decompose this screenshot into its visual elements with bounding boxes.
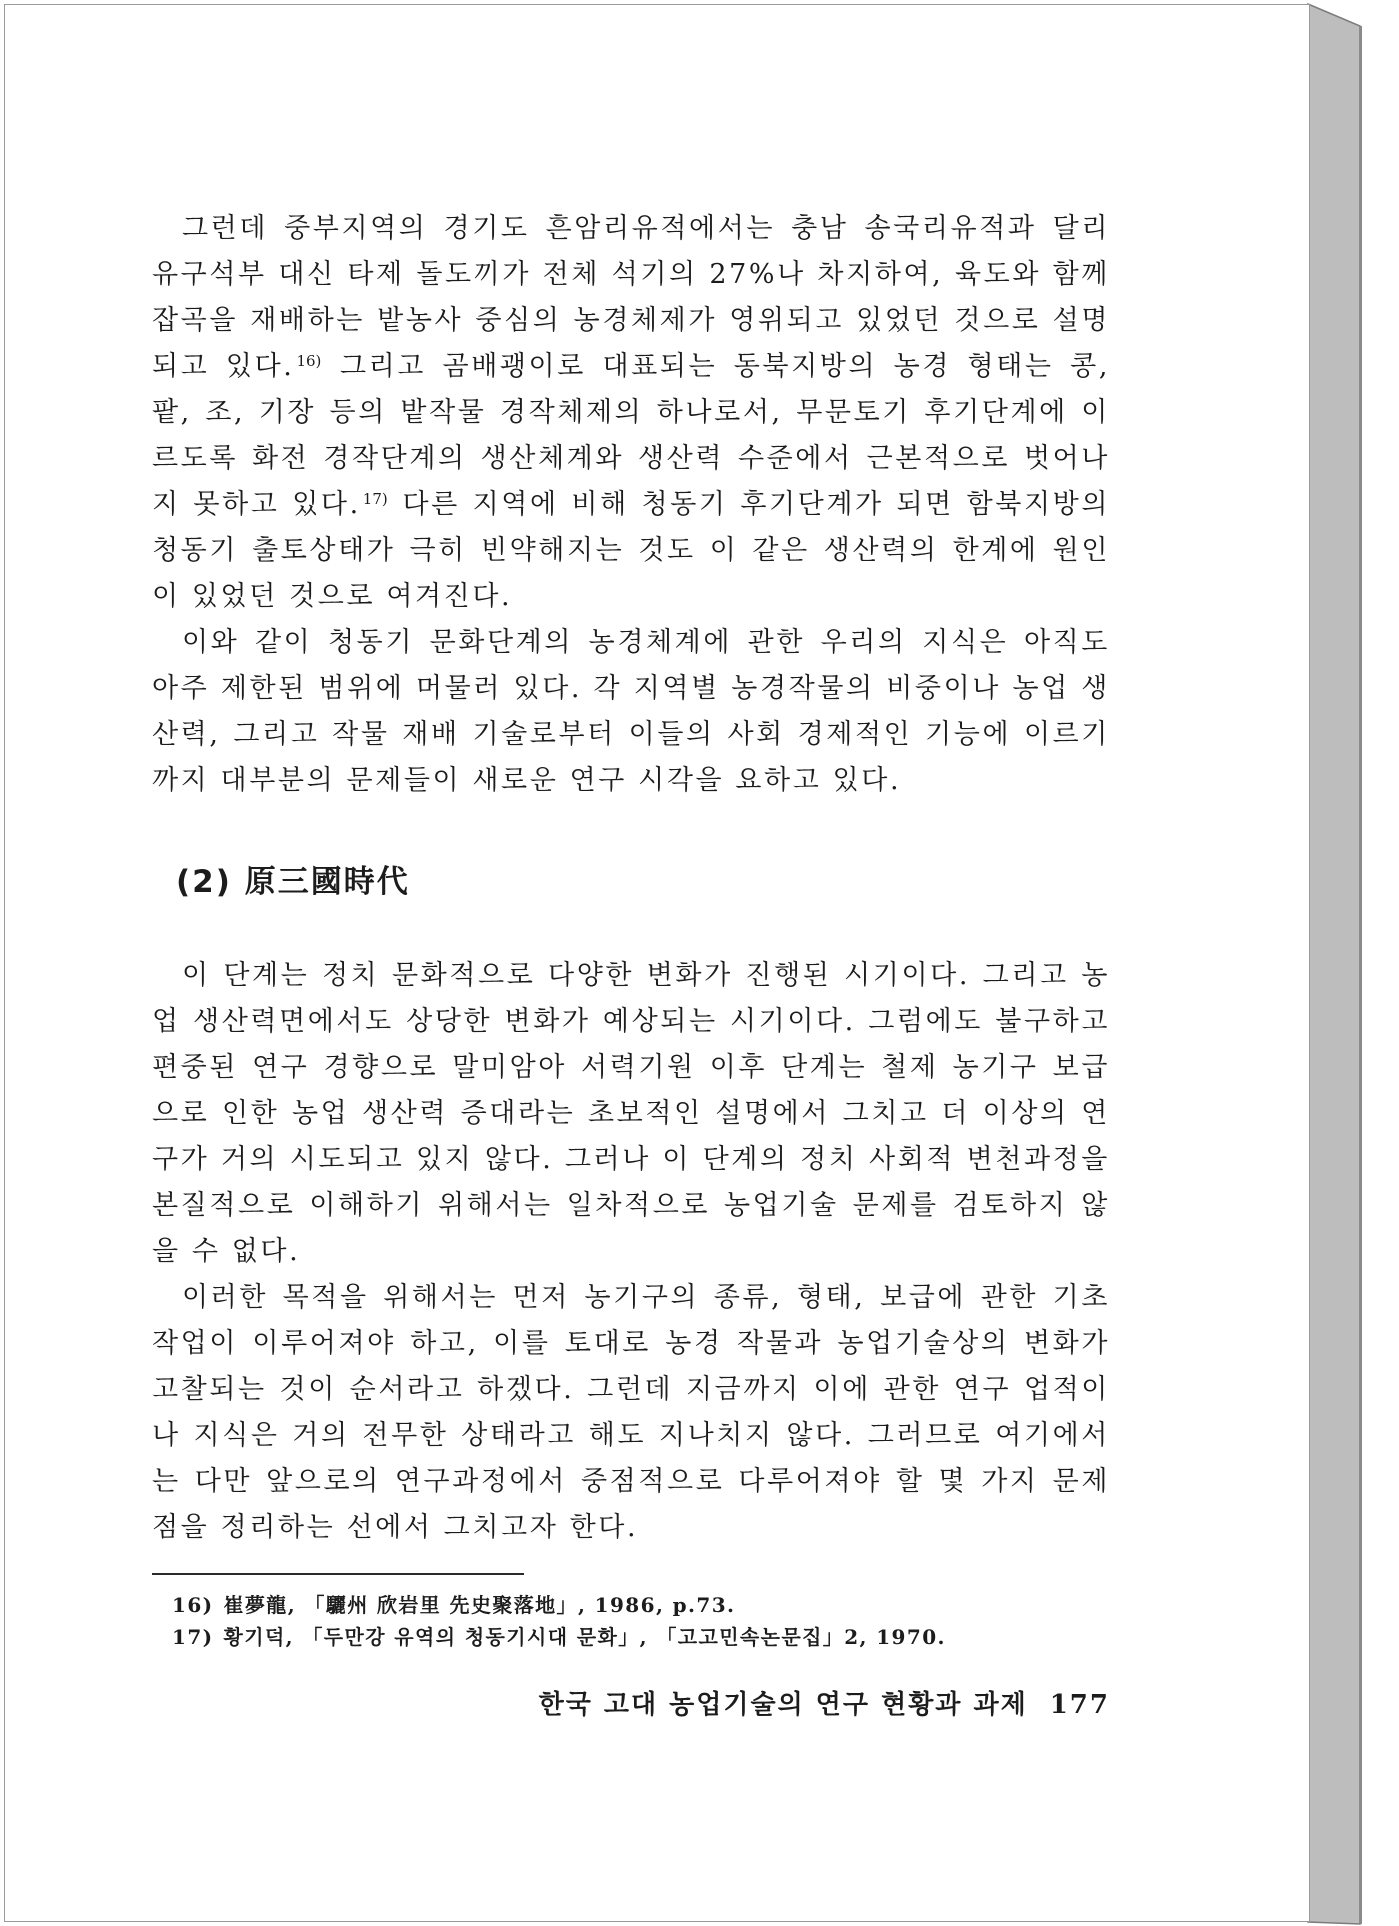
paragraph-text: 이러한 목적을 위해서는 먼저 농기구의 종류, 형태, 보급에 관한 기초 작업이 이루어져야 하고, 이를 토대로 농경 작물과 농업기술상의 변화가 고찰되는 것이 순서라고 하겠다. 그런데 지금까지 이에 관한 연구 업적이나 지식은 거의 전무한 상태라고 해도 지나치지 않다. 그러므로 여기에서는 다만 앞으로의 연구과정에서 중점적으로 다루어져야 할 몇 가지 문제점을 정리하는 선에서 그치고자 한다. <box>152 1282 1110 1543</box>
running-title: 한국 고대 농업기술의 연구 현황과 과제 <box>538 1690 1028 1720</box>
paragraph-text: 그리고 곰배괭이로 대표되는 동북지방의 농경 형태는 콩, 팥, 조, 기장 등의 밭작물 경작체제의 하나로서, 무문토기 후기단계에 이르도록 화전 경작단계의 생산체계와 생산력 수준에서 근본적으로 벗어나지 못하고 있다. <box>152 351 1110 520</box>
paragraph-text: 그런데 중부지역의 경기도 흔암리유적에서는 충남 송국리유적과 달리 유구석부 대신 타제 돌도끼가 전체 석기의 27%나 차지하여, 육도와 함께 잡곡을 재배하는 밭농사 중심의 농경체제가 영위되고 있었던 것으로 설명되고 있다. <box>152 213 1110 382</box>
page-number: 177 <box>1049 1690 1110 1720</box>
page-body <box>152 206 1110 1653</box>
paragraph-text: 이 단계는 정치 문화적으로 다양한 변화가 진행된 시기이다. 그리고 농업 생산력면에서도 상당한 변화가 예상되는 시기이다. 그럼에도 불구하고 편중된 연구 경향으로 말미암아 서력기원 이후 단계는 철제 농기구 보급으로 인한 농업 생산력 증대라는 초보적인 설명에서 그치고 더 이상의 연구가 거의 시도되고 있지 않다. 그러나 이 단계의 정치 사회적 변천과정을 본질적으로 이해하기 위해서는 일차적으로 농업기술 문제를 검토하지 않을 수 없다. <box>152 960 1110 1267</box>
footnote-17 <box>172 1621 1110 1653</box>
body-paragraph <box>152 206 1110 620</box>
footnote-16 <box>172 1589 1110 1621</box>
footnote-rule <box>152 1573 524 1575</box>
footnote-reference: 16) <box>296 352 322 370</box>
paragraph-text: 다른 지역에 비해 청동기 후기단계가 되면 함북지방의 청동기 출토상태가 극히 빈약해지는 것도 이 같은 생산력의 한계에 원인이 있었던 것으로 여겨진다. <box>152 489 1111 612</box>
body-paragraph <box>152 1275 1110 1551</box>
footnote-text: 황기덕, 「두만강 유역의 청동기시대 문화」, 「고고민속논문집」2, 1970. <box>223 1625 946 1649</box>
paragraphs-section-1 <box>152 206 1110 804</box>
paragraph-text: 이와 같이 청동기 문화단계의 농경체계에 관한 우리의 지식은 아직도 아주 제한된 범위에 머물러 있다. 각 지역별 농경작물의 비중이나 농업 생산력, 그리고 작물 재배 기술로부터 이들의 사회 경제적인 기능에 이르기까지 대부분의 문제들이 새로운 연구 시각을 요하고 있다. <box>152 627 1110 796</box>
footnote-text: 崔夢龍, 「驪州 欣岩里 先史聚落地」, 1986, p.73. <box>223 1593 736 1617</box>
body-paragraph <box>152 620 1110 804</box>
footnote-number: 16) <box>172 1593 214 1617</box>
body-paragraph <box>152 953 1110 1275</box>
footnote-reference: 17) <box>362 490 388 508</box>
paragraphs-section-2 <box>152 953 1110 1551</box>
running-footer <box>152 1684 1110 1721</box>
section-heading: (2) 原三國時代 <box>176 864 410 900</box>
footnote-number: 17) <box>172 1625 214 1649</box>
